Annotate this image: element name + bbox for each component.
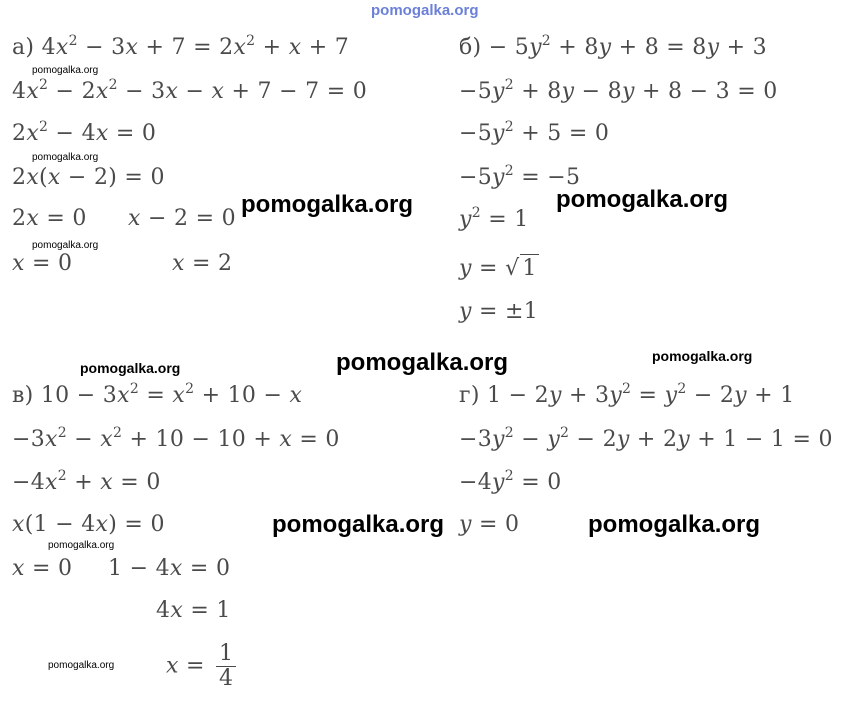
v-equation-4: x(1 − 4x) = 0 [12, 512, 165, 537]
v-equation-3: $-4x^2 + x = 0$ [12, 468, 161, 495]
a-equation-5b: x − 2 = 0 [128, 206, 236, 231]
a-equation-5a: 2x = 0 [12, 206, 87, 231]
top-watermark[interactable]: pomogalka.org [371, 2, 479, 19]
a-equation-3: $2x^2 - 4x = 0$ [12, 119, 157, 146]
v-answer: x = $\frac{1}{4}$ [166, 642, 236, 691]
watermark-small: pomogalka.org [48, 660, 115, 671]
v-equation-1: в) $10 - 3x^2 = x^2 + 10 - x$ [12, 381, 303, 408]
b-equation-2: $-5y^2 + 8y - 8y + 8 - 3 = 0$ [459, 77, 778, 104]
a-equation-2: $4x^2 - 2x^2 - 3x - x + 7 - 7 = 0$ [12, 77, 368, 104]
g-equation-1: г) $1 - 2y + 3y^2 = y^2 - 2y + 1$ [459, 381, 795, 408]
watermark-large: pomogalka.org [272, 511, 445, 538]
sqrt-symbol: √ [505, 256, 520, 281]
v-equation-5a: x = 0 [12, 556, 73, 581]
watermark-medium: pomogalka.org [652, 348, 753, 364]
g-equation-3: $-4y^2 = 0$ [459, 468, 562, 495]
g-equation-2: $-3y^2 - y^2 - 2y + 2y + 1 - 1 = 0$ [459, 425, 833, 452]
watermark-small: pomogalka.org [32, 152, 99, 163]
a-answer-2: x = 2 [172, 251, 233, 276]
b-equation-5: $y^2 = 1$ [459, 205, 529, 232]
watermark-small: pomogalka.org [32, 65, 99, 76]
a-equation-1: а) $4x^2 - 3x + 7 = 2x^2 + x + 7$ [12, 33, 350, 60]
a-equation-4: 2x(x − 2) = 0 [12, 165, 165, 190]
v-equation-5b: 1 − 4x = 0 [108, 556, 231, 581]
watermark-large: pomogalka.org [241, 191, 414, 218]
watermark-large: pomogalka.org [336, 349, 509, 376]
watermark-large: pomogalka.org [588, 511, 761, 538]
g-answer: y = 0 [459, 512, 520, 537]
a-answer-1: x = 0 [12, 251, 73, 276]
watermark-small: pomogalka.org [48, 540, 115, 551]
b-equation-4: $-5y^2 = -5$ [459, 163, 581, 190]
b-equation-6: y = √ 1 [459, 256, 537, 281]
watermark-small: pomogalka.org [32, 240, 99, 251]
v-equation-2: $-3x^2 - x^2 + 10 - 10 + x = 0$ [12, 425, 340, 452]
b-equation-1: $б) - 5y^2 + 8y + 8 = 8y + 3$ [459, 33, 767, 60]
b-answer: y = ±1 [459, 299, 539, 324]
b-equation-3: $-5y^2 + 5 = 0$ [459, 119, 610, 146]
watermark-medium: pomogalka.org [80, 360, 181, 376]
watermark-large: pomogalka.org [556, 186, 729, 213]
v-equation-6: 4x = 1 [156, 598, 231, 623]
fraction: $\frac{1}{4}$ [216, 642, 236, 691]
